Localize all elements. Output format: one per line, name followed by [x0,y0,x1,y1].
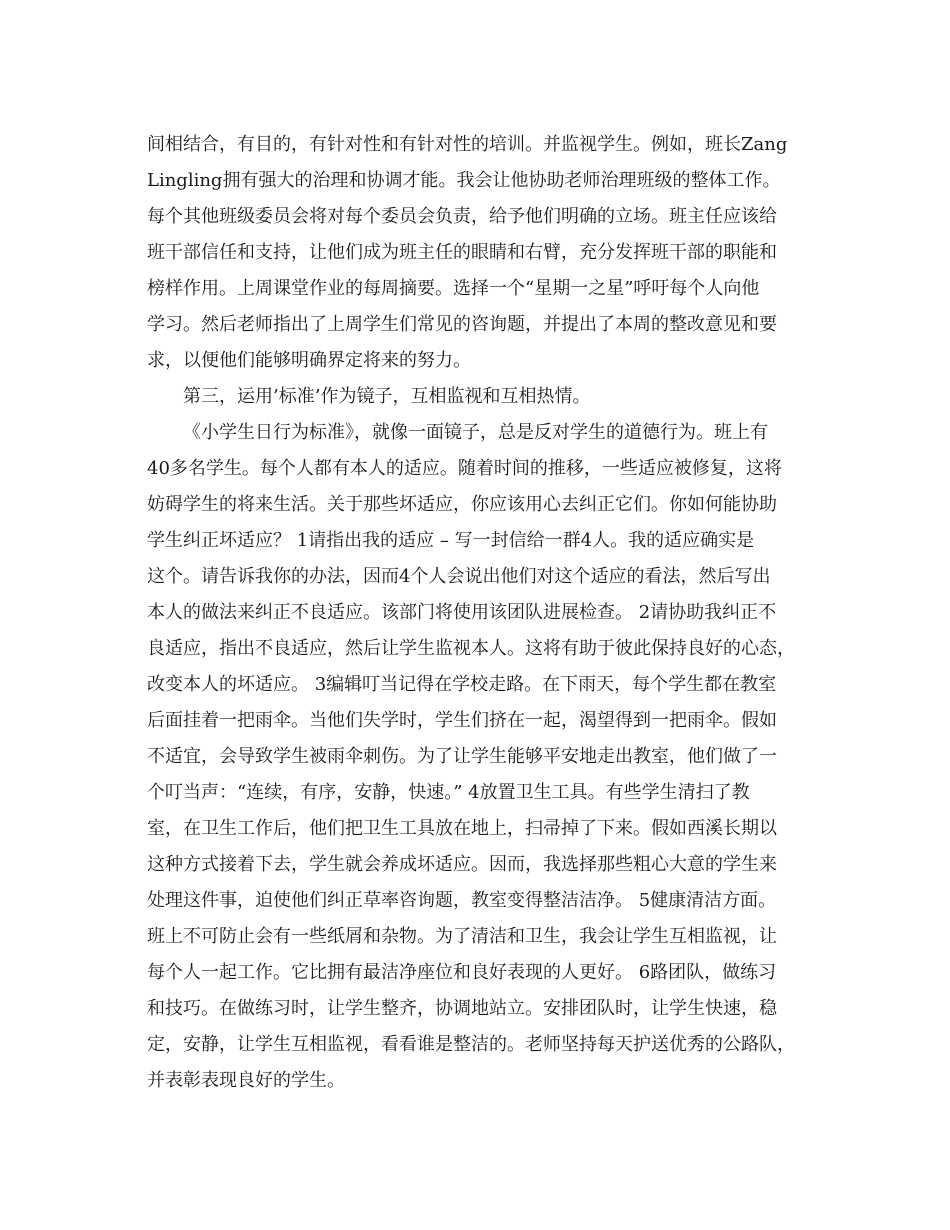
text-line: 个叮当声：“连续，有序，安静，快速。” 4放置卫生工具。有些学生清扫了教 [147,782,750,803]
text-line: 榜样作用。上周课堂作业的每周摘要。选择一个“星期一之星”呼吁每个人向他 [147,278,760,299]
text-line: 本人的做法来纠正不良适应。该部门将使用该团队进展检查。 2请协助我纠正不 [147,602,777,623]
text-line: 班干部信任和支持，让他们成为班主任的眼睛和右臂，充分发挥班干部的职能和 [147,242,777,263]
text-line: 不适宜，会导致学生被雨伞刺伤。为了让学生能够平安地走出教室，他们做了一 [147,746,777,767]
text-line: 每个人一起工作。它比拥有最洁净座位和良好表现的人更好。 6路团队，做练习 [147,962,777,983]
text-line: 每个其他班级委员会将对每个委员会负责，给予他们明确的立场。班主任应该给 [147,206,777,227]
text-line: 处理这件事，迫使他们纠正草率咨询题，教室变得整洁洁净。 5健康清洁方面。 [147,890,777,911]
text-line: 间相结合，有目的，有针对性和有针对性的培训。并监视学生。例如，班长Zang [147,134,788,155]
text-line: 40多名学生。每个人都有本人的适应。随着时间的推移，一些适应被修复，这将 [147,458,782,479]
text-line: 这种方式接着下去，学生就会养成坏适应。因而，我选择那些粗心大意的学生来 [147,854,777,875]
text-line: 求，以便他们能够明确界定将来的努力。 [147,350,471,371]
text-line: 和技巧。在做练习时，让学生整齐，协调地站立。安排团队时，让学生快速，稳 [147,998,777,1019]
text-line: 改变本人的坏适应。 3编辑叮当记得在学校走路。在下雨天，每个学生都在教室 [147,674,777,695]
text-line: Lingling拥有强大的治理和协调才能。我会让他协助老师治理班级的整体工作。 [147,170,781,191]
text-line: 定，安静，让学生互相监视，看看谁是整洁的。老师坚持每天护送优秀的公路队， [147,1034,795,1055]
text-line: 学生纠正坏适应？ 1请指出我的适应 – 写一封信给一群4人。我的适应确实是 [147,530,755,551]
text-line: 这个。请告诉我你的办法，因而4个人会说出他们对这个适应的看法，然后写出 [147,566,771,587]
text-line: 班上不可防止会有一些纸屑和杂物。为了清洁和卫生，我会让学生互相监视，让 [147,926,777,947]
text-line: 妨碍学生的将来生活。关于那些坏适应，你应该用心去纠正它们。你如何能协助 [147,494,777,515]
text-line: 后面挂着一把雨伞。当他们失学时，学生们挤在一起，渴望得到一把雨伞。假如 [147,710,777,731]
document-body-text [147,127,807,1099]
text-line: 第三，运用’标准’作为镜子，互相监视和互相热情。 [183,386,591,407]
text-line: 良适应，指出不良适应，然后让学生监视本人。这将有助于彼此保持良好的心态， [147,638,795,659]
text-line: 并表彰表现良好的学生。 [147,1070,345,1091]
text-line: 室，在卫生工作后，他们把卫生工具放在地上，扫帚掉了下来。假如西溪长期以 [147,818,777,839]
text-line: 《小学生日行为标准》，就像一面镜子，总是反对学生的道德行为。班上有 [183,422,768,443]
text-line: 学习。然后老师指出了上周学生们常见的咨询题，并提出了本周的整改意见和要 [147,314,777,335]
